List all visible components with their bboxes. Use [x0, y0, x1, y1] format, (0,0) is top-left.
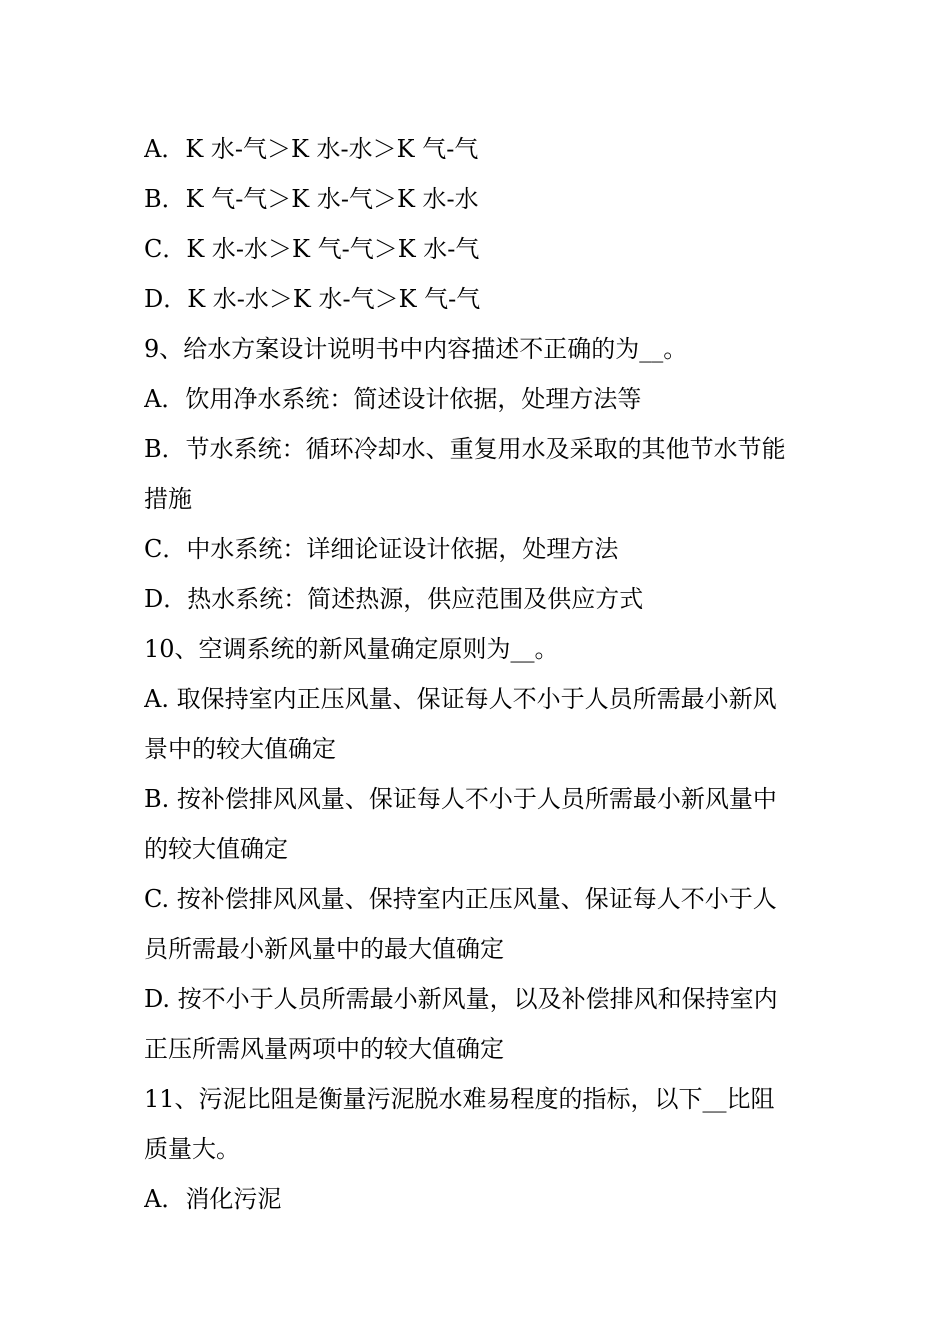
option-b-heat-coefficient: B．K 气-气＞K 水-气＞K 水-水: [144, 185, 479, 213]
q9-option-b: B．节水系统：循环冷却水、重复用水及采取的其他节水节能: [144, 435, 786, 463]
q9-option-a: A．饮用净水系统：简述设计依据，处理方法等: [144, 385, 642, 413]
q10-option-a-cont: 景中的较大值确定: [144, 735, 336, 763]
q10-option-b: B. 按补偿排风风量、保证每人不小于人员所需最小新风量中: [144, 785, 777, 813]
question-11-cont: 质量大。: [144, 1135, 240, 1163]
question-9: 9、给水方案设计说明书中内容描述不正确的为__。: [144, 335, 688, 363]
q10-option-a: A. 取保持室内正压风量、保证每人不小于人员所需最小新风: [144, 685, 777, 713]
question-10: 10、空调系统的新风量确定原则为__。: [144, 635, 559, 663]
q10-option-d-cont: 正压所需风量两项中的较大值确定: [144, 1035, 504, 1063]
question-11: 11、污泥比阻是衡量污泥脱水难易程度的指标，以下__比阻: [144, 1085, 775, 1113]
q11-option-a: A．消化污泥: [144, 1185, 282, 1213]
option-c-heat-coefficient: C．K 水-水＞K 气-气＞K 水-气: [144, 235, 480, 263]
q10-option-b-cont: 的较大值确定: [144, 835, 288, 863]
q9-option-b-cont: 措施: [144, 485, 192, 513]
option-a-heat-coefficient: A．K 水-气＞K 水-水＞K 气-气: [144, 135, 479, 163]
q9-option-c: C．中水系统：详细论证设计依据，处理方法: [144, 535, 619, 563]
document-body: [144, 124, 814, 1224]
q9-option-d: D．热水系统：简述热源，供应范围及供应方式: [144, 585, 644, 613]
q10-option-d: D. 按不小于人员所需最小新风量，以及补偿排风和保持室内: [144, 985, 778, 1013]
q10-option-c-cont: 员所需最小新风量中的最大值确定: [144, 935, 504, 963]
q10-option-c: C. 按补偿排风风量、保持室内正压风量、保证每人不小于人: [144, 885, 777, 913]
option-d-heat-coefficient: D．K 水-水＞K 水-气＞K 气-气: [144, 285, 481, 313]
